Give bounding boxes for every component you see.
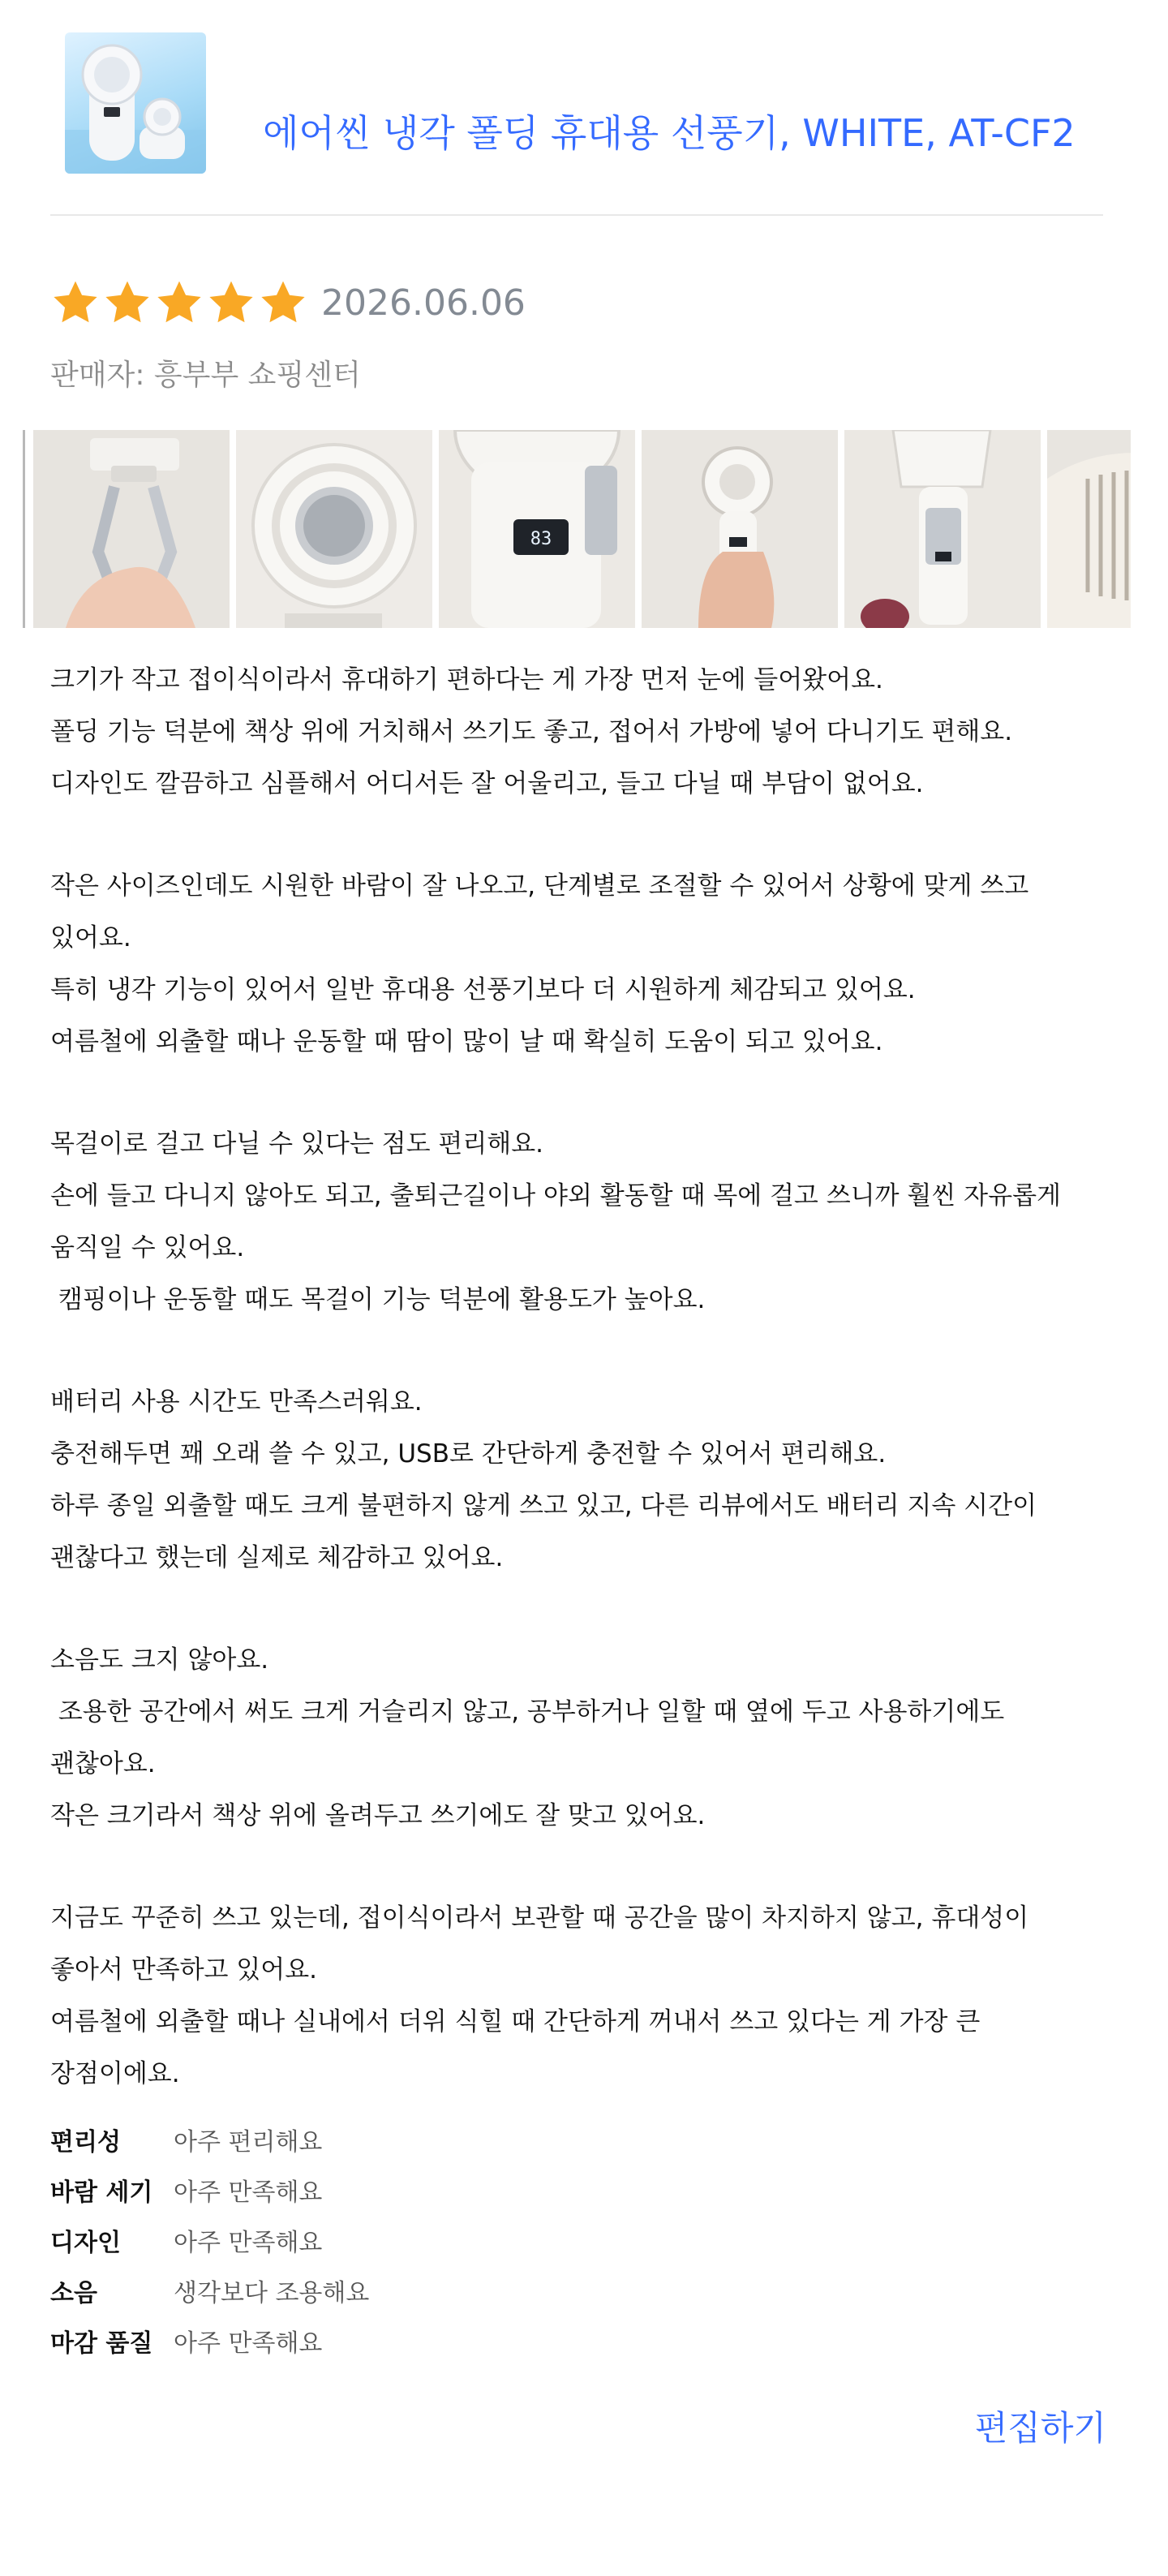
review-text-line: 좋아서 만족하고 있어요.: [50, 1955, 318, 1985]
product-header: [50, 32, 1103, 216]
survey-row: [50, 2215, 618, 2265]
review-paragraph: [50, 1376, 1105, 1584]
review-date: 2026.06.06: [321, 282, 526, 324]
fan-in-hand-photo[interactable]: [642, 430, 838, 628]
fan-lanyard-photo[interactable]: [33, 430, 230, 628]
fan-vent-photo[interactable]: [1047, 430, 1131, 628]
survey-question: 편리성: [50, 2128, 121, 2157]
fan-side-photo[interactable]: [844, 430, 1041, 628]
review-text-line: 폴딩 기능 덕분에 책상 위에 거치해서 쓰기도 좋고, 접어서 가방에 넣어 다니기도 편해요.: [50, 717, 1013, 746]
seller-name: 판매자: 흥부부 쇼핑센터: [50, 359, 361, 392]
svg-text:83: 83: [530, 529, 552, 549]
survey-answer: 아주 만족해요: [174, 2229, 323, 2257]
review-text-line: 충전해두면 꽤 오래 쓸 수 있고, USB로 간단하게 충전할 수 있어서 편리해요.: [50, 1439, 887, 1469]
review-text-line: 움직일 수 있어요.: [50, 1233, 245, 1262]
review-text-line: 괜찮아요.: [50, 1749, 156, 1778]
survey-answer: 아주 만족해요: [174, 2178, 323, 2207]
star-icon: [50, 277, 101, 328]
review-text-line: 장점이에요.: [50, 2059, 180, 2088]
rating-row: [50, 274, 526, 331]
review-text-line: 손에 들고 다니지 않아도 되고, 출퇴근길이나 야외 활동할 때 목에 걸고 쓰니까 훨씬 자유롭게: [50, 1181, 1061, 1211]
review-text-line: 하루 종일 외출할 때도 크게 불편하지 않게 쓰고 있고, 다른 리뷰에서도 배터리 지속 시간이: [50, 1491, 1037, 1520]
portable-fan-product-image[interactable]: [65, 32, 206, 174]
star-icon: [102, 277, 152, 328]
edit-button[interactable]: 편집하기: [974, 2408, 1106, 2448]
review-content: [50, 654, 1105, 2150]
star-icon: [258, 277, 308, 328]
review-text-line: 목걸이로 걸고 다닐 수 있다는 점도 편리해요.: [50, 1129, 544, 1159]
review-text-line: 여름철에 외출할 때나 운동할 때 땀이 많이 날 때 확실히 도움이 되고 있어요.: [50, 1027, 883, 1056]
review-text-line: 배터리 사용 시간도 만족스러워요.: [50, 1387, 423, 1417]
review-text-line: 있어요.: [50, 923, 131, 953]
review-text-line: 특히 냉각 기능이 있어서 일반 휴대용 선풍기보다 더 시원하게 체감되고 있어요.: [50, 975, 916, 1004]
review-text-line: 지금도 꾸준히 쓰고 있는데, 접이식이라서 보관할 때 공간을 많이 차지하지 않고, 휴대성이: [50, 1903, 1029, 1933]
star-icon: [154, 277, 204, 328]
review-photo-strip[interactable]: [23, 430, 1131, 628]
review-paragraph: [50, 860, 1105, 1068]
fan-front-grille-photo[interactable]: [236, 430, 432, 628]
review-paragraph: [50, 1118, 1105, 1326]
review-text-line: 디자인도 깔끔하고 심플해서 어디서든 잘 어울리고, 들고 다닐 때 부담이 없어요.: [50, 769, 924, 798]
review-survey: [50, 2114, 618, 2366]
review-paragraph: [50, 1892, 1105, 2100]
survey-answer: 아주 편리해요: [174, 2128, 323, 2157]
review-text-line: 작은 사이즈인데도 시원한 바람이 잘 나오고, 단계별로 조절할 수 있어서 상황에 맞게 쓰고: [50, 871, 1029, 901]
review-paragraph: [50, 654, 1105, 810]
review-text-line: 괜찮다고 했는데 실제로 체감하고 있어요.: [50, 1543, 504, 1572]
fan-display-photo[interactable]: [439, 430, 635, 628]
review-text-line: 크기가 작고 접이식이라서 휴대하기 편하다는 게 가장 먼저 눈에 들어왔어요.: [50, 665, 883, 695]
survey-question: 소음: [50, 2279, 97, 2307]
survey-question: 마감 품질: [50, 2329, 153, 2358]
survey-answer: 아주 만족해요: [174, 2329, 323, 2358]
review-paragraph: [50, 1634, 1105, 1842]
survey-row: [50, 2114, 618, 2165]
survey-row: [50, 2165, 618, 2215]
review-text-line: 작은 크기라서 책상 위에 올려두고 쓰기에도 잘 맞고 있어요.: [50, 1801, 706, 1830]
survey-question: 디자인: [50, 2229, 121, 2257]
review-text-line: 여름철에 외출할 때나 실내에서 더위 식힐 때 간단하게 꺼내서 쓰고 있다는 게 가장 큰: [50, 2007, 981, 2036]
review-text-line: 조용한 공간에서 써도 크게 거슬리지 않고, 공부하거나 일할 때 옆에 두고 사용하기에도: [50, 1697, 1005, 1727]
star-icon: [206, 277, 256, 328]
survey-answer: 생각보다 조용해요: [174, 2279, 370, 2307]
review-text-line: 소음도 크지 않아요.: [50, 1645, 269, 1675]
survey-row: [50, 2265, 618, 2316]
survey-question: 바람 세기: [50, 2178, 153, 2207]
survey-row: [50, 2316, 618, 2366]
review-text-line: 캠핑이나 운동할 때도 목걸이 기능 덕분에 활용도가 높아요.: [50, 1285, 706, 1314]
star-rating: [50, 277, 308, 328]
product-title[interactable]: 에어씬 냉각 폴딩 휴대용 선풍기, WHITE, AT-CF2: [263, 111, 1076, 155]
